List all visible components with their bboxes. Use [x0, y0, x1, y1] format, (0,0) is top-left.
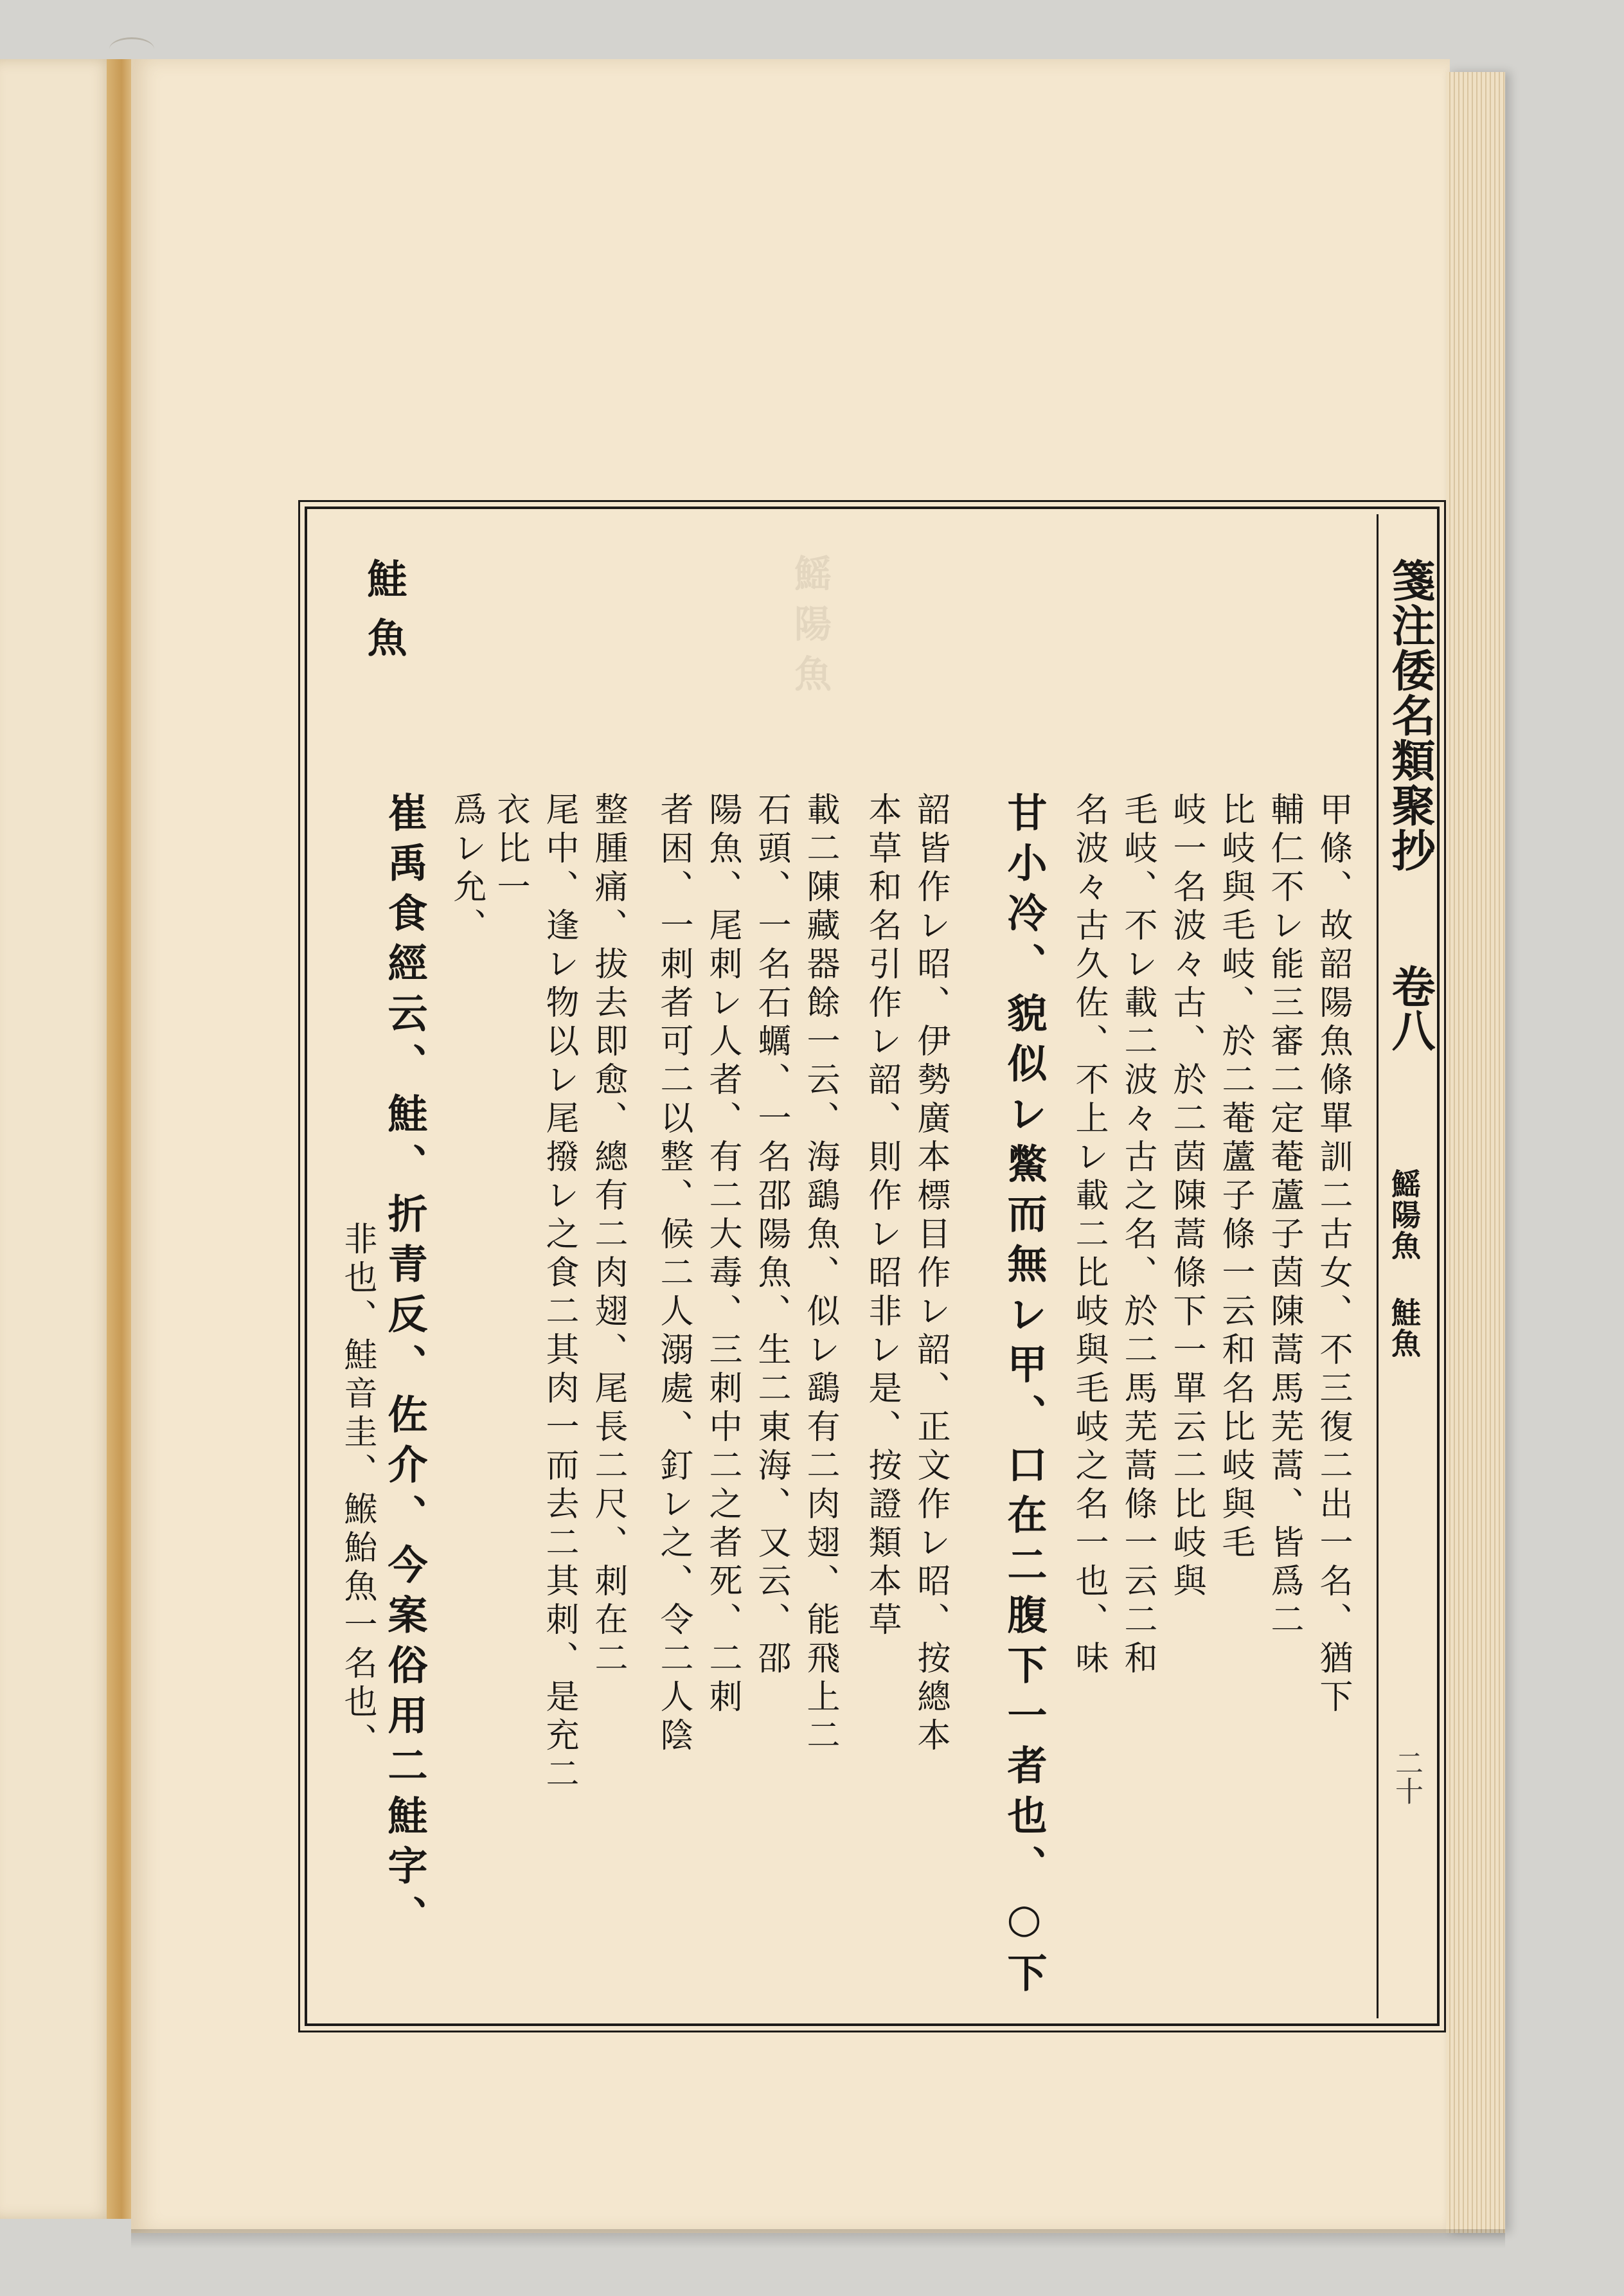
text-column: 比岐與毛岐、於二菴蘆子條一云和名比岐與毛 — [1216, 792, 1254, 1563]
text-column: 陽魚、尾刺レ人者、有二大毒、三刺中二之者死、二刺 — [703, 792, 742, 1718]
text-column: 岐一名波々古、於二茵陳蒿條下一單云二比岐與 — [1167, 792, 1206, 1602]
text-column: 尾中、逢レ物以レ尾撥レ之食二其肉一而去二其刺、是充二 — [540, 792, 578, 1795]
binding-thread — [109, 37, 154, 61]
text-column: 輔仁不レ能三審二定菴蘆子茵陳蒿馬芜蒿、皆爲二 — [1265, 792, 1303, 1640]
page-number: 二十 — [1390, 1748, 1423, 1805]
section-label: 鰩陽魚 鮭魚 — [1387, 1169, 1422, 1359]
page-shadow — [131, 2229, 1505, 2248]
volume-label: 卷八 — [1384, 964, 1436, 1052]
text-column: 載二陳藏器餘一云、海鷂魚、似レ鷂有二肉翅、能飛上二 — [801, 792, 839, 1756]
text-column: 衣比一 — [491, 792, 530, 908]
entry-heading: 鮭魚 — [361, 558, 407, 676]
running-head-divider — [1377, 514, 1379, 2018]
page-edges — [1446, 72, 1505, 2233]
text-column: 名波々古久佐、不上レ載二比岐與毛岐之名一也、味 — [1069, 792, 1108, 1679]
book-gutter — [107, 59, 134, 2219]
left-page-edge — [0, 59, 114, 2219]
text-column: 甲條、故韶陽魚條單訓二古女、不三復二出一名、猶下 — [1314, 792, 1352, 1718]
text-column: 毛岐、不レ載二波々古之名、於二馬芜蒿條一云二和 — [1118, 792, 1157, 1679]
text-column: 整腫痛、拔去即愈、總有二肉翅、尾長二尺、刺在二 — [589, 792, 627, 1679]
text-column: 崔禹食經云、鮭、折青反、佐介、今案俗用二鮭字、 — [381, 792, 428, 1945]
text-column: 者困、一刺者可二以整、候二人溺處、釘レ之、令二人陰 — [654, 792, 693, 1756]
text-column: 非也、鮭音圭、鯸鮐魚一名也、 — [338, 1221, 377, 1761]
text-column: 爲レ允、 — [447, 792, 486, 946]
text-column: 石頭、一名石蠣、一名邵陽魚、生二東海、又云、邵 — [752, 792, 790, 1679]
bleed-through-heading: 鰩陽魚 — [788, 554, 832, 704]
text-column: 本草和名引作レ韶、則作レ昭非レ是、按證類本草 — [862, 792, 901, 1640]
running-title: 箋注倭名類聚抄 — [1384, 558, 1436, 873]
text-column: 韶皆作レ昭、伊勢廣本標目作レ韶、正文作レ昭、按總本 — [911, 792, 950, 1756]
text-column: 甘小冷、貌似レ鱉而無レ甲、口在二腹下一者也、○下 — [1001, 792, 1048, 2002]
